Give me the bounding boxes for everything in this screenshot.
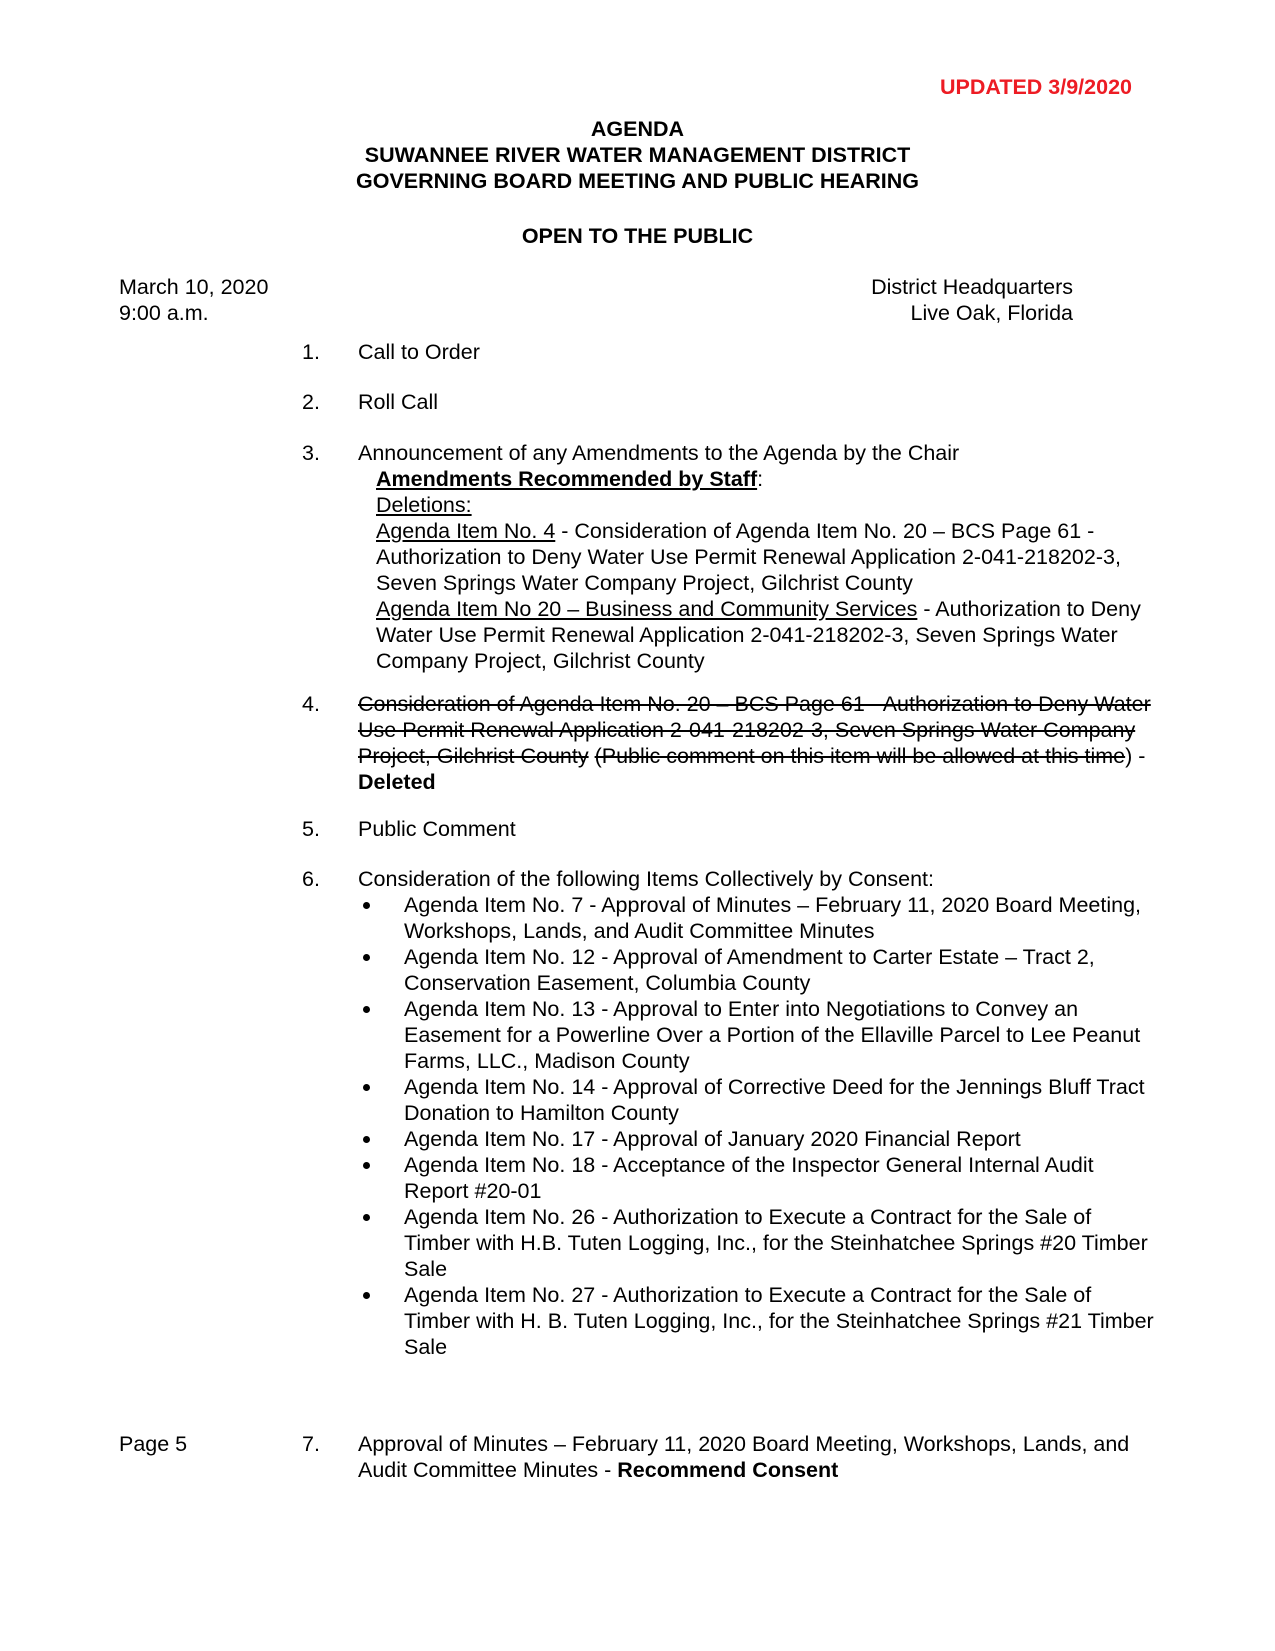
list-item: [358, 1282, 1162, 1360]
deletions-label: Deletions:: [376, 493, 472, 517]
agenda-item-7: [302, 1431, 1162, 1483]
deletion-1: [376, 518, 1172, 596]
location-line-1: District Headquarters: [871, 275, 1073, 299]
title-line-3: GOVERNING BOARD MEETING AND PUBLIC HEARING: [356, 169, 919, 193]
bullet-icon: [363, 1292, 370, 1299]
list-item-text: Agenda Item No. 12 - Approval of Amendment to Carter Estate – Tract 2, Conservation Easement, Columbia County: [404, 945, 1095, 995]
updated-notice: UPDATED 3/9/2020: [940, 75, 1132, 99]
list-item: [358, 1074, 1162, 1126]
item-text: Consideration of the following Items Collectively by Consent:: [358, 867, 935, 891]
meeting-location: [700, 274, 1073, 326]
item-number: 5.: [302, 817, 320, 841]
item-number: 3.: [302, 441, 320, 465]
item-number: 1.: [302, 340, 320, 364]
deletion-1-text: - Consideration of Agenda Item No. 20 – BCS Page 61 - Authorization to Deny Water Use Permit Renewal Application 2-041-218202-3, Seven Springs Water Company Project, Gilchrist County: [376, 519, 1121, 595]
meeting-time: 9:00 a.m.: [119, 301, 209, 325]
list-item-text: Agenda Item No. 7 - Approval of Minutes – February 11, 2020 Board Meeting, Workshops, Lands, and Audit Committee Minutes: [404, 893, 1141, 943]
amendments-heading: [376, 466, 1172, 492]
item-7-text: Approval of Minutes – February 11, 2020 Board Meeting, Workshops, Lands, and Audit Committee Minutes -: [358, 1432, 1130, 1482]
agenda-title: [0, 116, 1275, 194]
agenda-item-3: [302, 440, 1172, 674]
item-text: [358, 1431, 1162, 1483]
title-line-2: SUWANNEE RIVER WATER MANAGEMENT DISTRICT: [364, 143, 911, 167]
bullet-icon: [363, 1084, 370, 1091]
list-item: [358, 996, 1162, 1074]
list-item: [358, 944, 1162, 996]
consent-items-list: [358, 892, 1162, 1360]
bullet-icon: [363, 1214, 370, 1221]
deletion-2: [376, 596, 1172, 674]
agenda-item-1: [302, 339, 1162, 365]
list-item: [358, 1126, 1162, 1152]
bullet-icon: [363, 1006, 370, 1013]
bullet-icon: [363, 1136, 370, 1143]
item-number: 6.: [302, 867, 320, 891]
list-item-text: Agenda Item No. 14 - Approval of Corrective Deed for the Jennings Bluff Tract Donation to Hamilton County: [404, 1075, 1145, 1125]
deletion-2-ref: Agenda Item No 20 – Business and Community Services: [376, 597, 918, 621]
list-item-text: Agenda Item No. 17 - Approval of January 2020 Financial Report: [404, 1127, 1021, 1151]
open-to-public-heading: OPEN TO THE PUBLIC: [521, 224, 754, 248]
list-item: [358, 892, 1162, 944]
list-item: [358, 1204, 1162, 1282]
struck-public-comment-note: (Public comment on this item will be allowed at this time: [594, 744, 1126, 768]
meeting-date: March 10, 2020: [119, 275, 269, 299]
agenda-item-6: [302, 866, 1162, 1360]
list-item-text: Agenda Item No. 13 - Approval to Enter into Negotiations to Convey an Easement for a Powerline Over a Portion of the Ellaville Parcel to Lee Peanut Farms, LLC., Madison County: [404, 997, 1141, 1073]
item-number: 7.: [302, 1432, 320, 1456]
meeting-datetime: [119, 274, 268, 326]
deletion-2-text: - Authorization to Deny Water Use Permit Renewal Application 2-041-218202-3, Seven Springs Water Company Project, Gilchrist County: [376, 597, 1141, 673]
agenda-item-5: [302, 816, 1162, 842]
after-struck: ) -: [1125, 744, 1146, 768]
deleted-label: Deleted: [358, 770, 436, 794]
title-line-1: AGENDA: [590, 117, 685, 141]
item-text: Roll Call: [358, 390, 439, 414]
page-reference: Page 5: [119, 1432, 188, 1456]
struck-text: Consideration of Agenda Item No. 20 – BCS Page 61 - Authorization to Deny Water Use Permit Renewal Application 2-041-218202-3, Seven Springs Water Company Project, Gilchrist County: [358, 692, 1151, 768]
item-number: 2.: [302, 390, 320, 414]
agenda-item-2: [302, 389, 1162, 415]
bullet-icon: [363, 1162, 370, 1169]
bullet-icon: [363, 954, 370, 961]
list-item-text: Agenda Item No. 26 - Authorization to Execute a Contract for the Sale of Timber with H.B. Tuten Logging, Inc., for the Steinhatchee Springs #20 Timber Sale: [404, 1205, 1148, 1281]
amendments-label: Amendments Recommended by Staff: [376, 467, 758, 491]
item-text: [358, 691, 1162, 795]
item-number: 4.: [302, 692, 320, 716]
item-text: Call to Order: [358, 340, 480, 364]
list-item-text: Agenda Item No. 27 - Authorization to Execute a Contract for the Sale of Timber with H. B. Tuten Logging, Inc., for the Steinhatchee Springs #21 Timber Sale: [404, 1283, 1154, 1359]
agenda-item-4: [302, 691, 1162, 795]
list-item: [358, 1152, 1162, 1204]
item-text: Public Comment: [358, 817, 516, 841]
bullet-icon: [363, 902, 370, 909]
recommend-consent-label: Recommend Consent: [617, 1458, 839, 1482]
deletion-1-ref: Agenda Item No. 4: [376, 519, 556, 543]
item-text: Announcement of any Amendments to the Agenda by the Chair: [358, 441, 960, 465]
amendments-colon: :: [757, 467, 764, 491]
list-item-text: Agenda Item No. 18 - Acceptance of the Inspector General Internal Audit Report #20-01: [404, 1153, 1094, 1203]
location-line-2: Live Oak, Florida: [910, 301, 1073, 325]
